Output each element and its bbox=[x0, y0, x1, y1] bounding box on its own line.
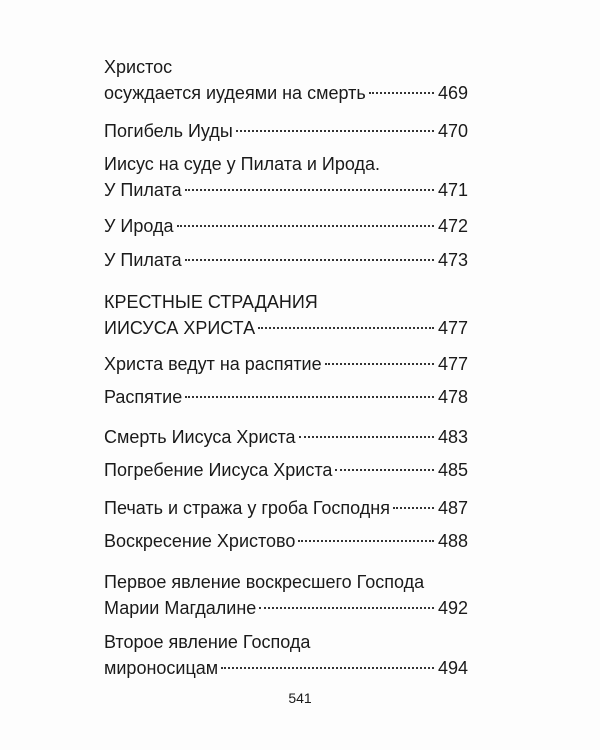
toc-entry-last-line bbox=[104, 247, 468, 273]
toc-entry-title-line: Распятие bbox=[104, 387, 183, 407]
toc-entry bbox=[104, 424, 468, 450]
toc-entry-last-line bbox=[104, 384, 468, 410]
toc-entry-title-line: Христа ведут на распятие bbox=[104, 354, 322, 374]
toc-page-number: 473 bbox=[437, 250, 468, 270]
toc-entry-title-line: Погибель Иуды bbox=[104, 121, 233, 141]
toc-entry-title-line: У Пилата bbox=[104, 250, 182, 270]
toc-entry bbox=[104, 351, 468, 377]
toc-entry bbox=[104, 289, 468, 341]
dot-leader bbox=[299, 436, 434, 438]
toc-entry bbox=[104, 528, 468, 554]
toc-entry-title-line: Марии Магдалине bbox=[104, 598, 257, 618]
toc-page-number: 478 bbox=[437, 387, 468, 407]
toc-entry-last-line bbox=[104, 80, 468, 106]
dot-leader bbox=[258, 327, 434, 329]
toc-entry-title-line: У Ирода bbox=[104, 216, 174, 236]
toc-page-number: 488 bbox=[437, 531, 468, 551]
toc-entry-title-line: мироносицам bbox=[104, 658, 219, 678]
toc-entry-last-line bbox=[104, 655, 468, 681]
toc-page-number: 477 bbox=[437, 318, 468, 338]
toc-entry bbox=[104, 118, 468, 144]
toc-page-number: 477 bbox=[437, 354, 468, 374]
toc-entry bbox=[104, 629, 468, 681]
toc-entry bbox=[104, 151, 468, 203]
toc-entry-last-line bbox=[104, 457, 468, 483]
toc-page-number: 471 bbox=[437, 180, 468, 200]
toc-entry-title-line: КРЕСТНЫЕ СТРАДАНИЯ bbox=[104, 292, 318, 312]
toc-entry-last-line bbox=[104, 213, 468, 239]
dot-leader bbox=[335, 469, 434, 471]
toc-entry bbox=[104, 495, 468, 521]
toc-entry-title-line: Второе явление Господа bbox=[104, 632, 311, 652]
toc-entry-title-line: Первое явление воскресшего Господа bbox=[104, 572, 425, 592]
toc-page-number: 483 bbox=[437, 427, 468, 447]
toc-entry-last-line bbox=[104, 315, 468, 341]
toc-entry-last-line bbox=[104, 424, 468, 450]
toc-entry-title-line: ИИСУСА ХРИСТА bbox=[104, 318, 256, 338]
toc-page-number: 487 bbox=[437, 498, 468, 518]
toc-entry-last-line bbox=[104, 351, 468, 377]
dot-leader bbox=[369, 92, 434, 94]
toc-entry-title-line: У Пилата bbox=[104, 180, 182, 200]
toc-entry-title-line: Христос bbox=[104, 57, 173, 77]
dot-leader bbox=[185, 396, 434, 398]
dot-leader bbox=[185, 189, 434, 191]
dot-leader bbox=[259, 607, 434, 609]
dot-leader bbox=[298, 540, 434, 542]
toc-entry-title-line: Воскресение Христово bbox=[104, 531, 296, 551]
dot-leader bbox=[185, 259, 434, 261]
toc-entry-title-line: Иисус на суде у Пилата и Ирода. bbox=[104, 154, 380, 174]
toc-page-number: 472 bbox=[437, 216, 468, 236]
toc-entry-last-line bbox=[104, 495, 468, 521]
toc-entry bbox=[104, 54, 468, 106]
toc-entry-last-line bbox=[104, 177, 468, 203]
dot-leader bbox=[236, 130, 434, 132]
toc-entry bbox=[104, 569, 468, 621]
dot-leader bbox=[221, 667, 434, 669]
toc-entry-title-line: Погребение Иисуса Христа bbox=[104, 460, 333, 480]
toc-entry-last-line bbox=[104, 595, 468, 621]
toc-entry-title-line: осуждается иудеями на смерть bbox=[104, 83, 366, 103]
dot-leader bbox=[325, 363, 434, 365]
toc-page-number: 492 bbox=[437, 598, 468, 618]
toc-entry-title-line: Печать и стража у гроба Господня bbox=[104, 498, 390, 518]
page-footer-number: 541 bbox=[288, 690, 312, 706]
toc-entry bbox=[104, 384, 468, 410]
toc-entry-last-line bbox=[104, 118, 468, 144]
toc-entry bbox=[104, 457, 468, 483]
dot-leader bbox=[393, 507, 434, 509]
dot-leader bbox=[177, 225, 434, 227]
toc-page-number: 469 bbox=[437, 83, 468, 103]
toc-entry-last-line bbox=[104, 528, 468, 554]
toc-entry bbox=[104, 247, 468, 273]
toc-page-number: 494 bbox=[437, 658, 468, 678]
toc-entry bbox=[104, 213, 468, 239]
toc-page-number: 470 bbox=[437, 121, 468, 141]
toc-page-number: 485 bbox=[437, 460, 468, 480]
toc-entry-title-line: Смерть Иисуса Христа bbox=[104, 427, 296, 447]
